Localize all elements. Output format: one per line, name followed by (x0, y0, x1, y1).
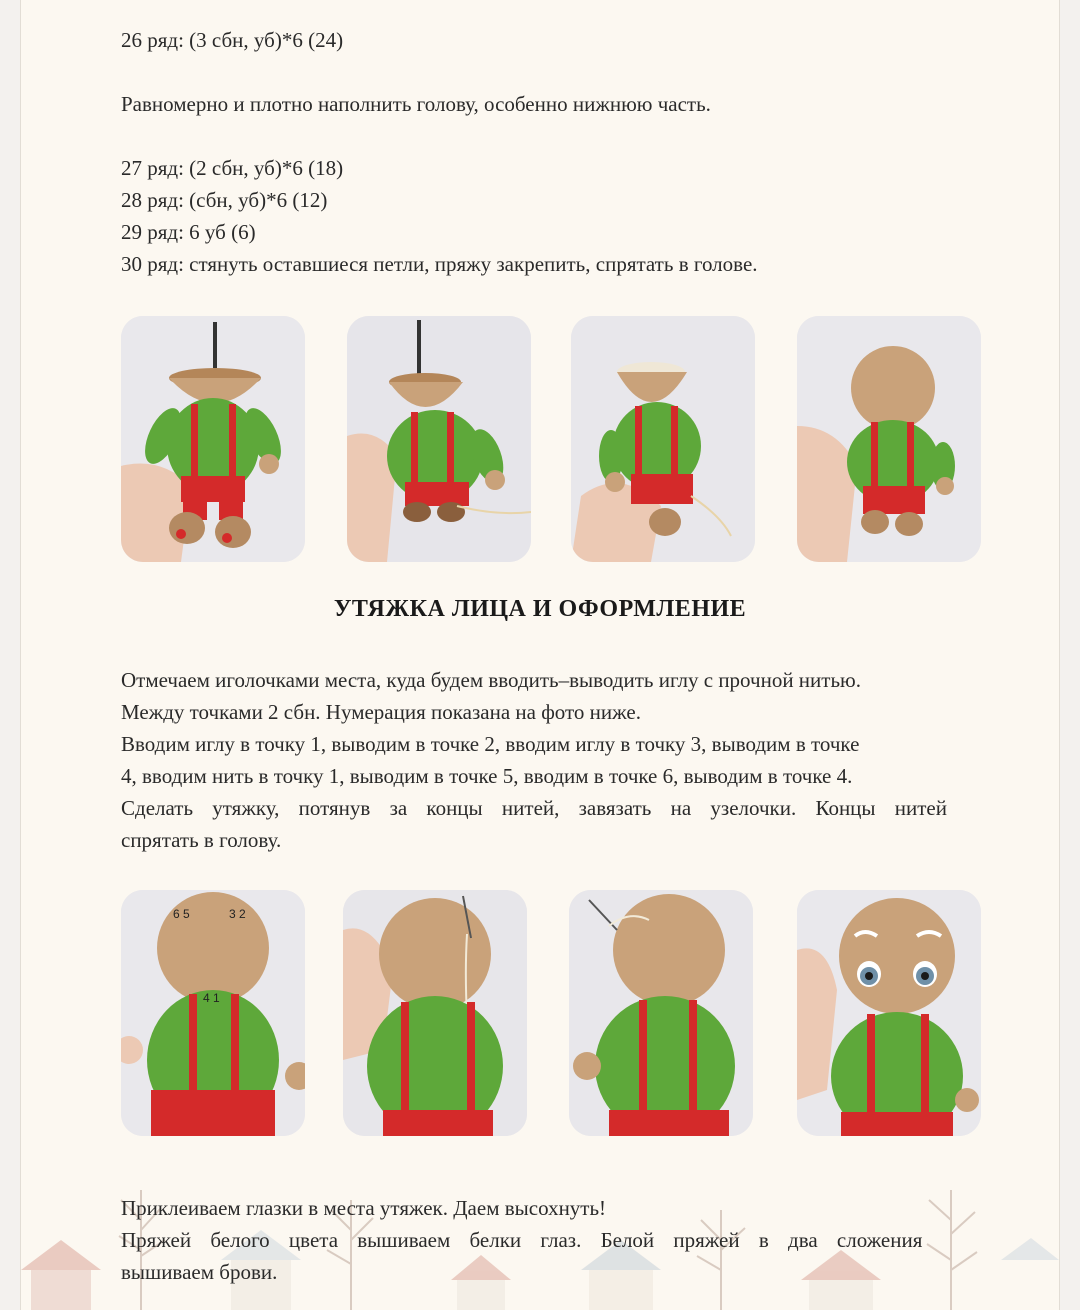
eyes-line-2: Пряжей белого цвета вышиваем белки глаз. Белой пряжей в два сложения (121, 1228, 923, 1252)
row-27: 27 ряд: (2 сбн, уб)*6 (18) (121, 156, 344, 180)
instruction-line-1: Отмечаем иголочками места, куда будем вводить–выводить иглу с прочной нитью. (121, 668, 861, 692)
section-heading: УТЯЖКА ЛИЦА И ОФОРМЛЕНИЕ (333, 596, 747, 622)
photo-face-with-eyes (797, 890, 981, 1136)
points-label-right: 3 2 (229, 907, 246, 921)
eyes-line-3: вышиваем брови. (121, 1260, 278, 1284)
stuffing-line: Равномерно и плотно наполнить голову, особенно нижнюю часть. (121, 92, 711, 116)
document-page (20, 0, 1060, 1310)
row-28: 28 ряд: (сбн, уб)*6 (12) (121, 188, 328, 212)
face-sculpting-instructions (121, 664, 981, 856)
photo-body-open-head-1 (121, 316, 305, 562)
eyes-instructions (121, 1192, 981, 1288)
instruction-line-5: Сделать утяжку, потянув за концы нитей, завязать на узелочки. Концы нитей (121, 796, 947, 820)
photo-thread-pulled (569, 890, 753, 1136)
points-label-left: 6 5 (173, 907, 190, 921)
points-label-bottom: 4 1 (203, 991, 220, 1005)
photo-closed-head-back (797, 316, 981, 562)
row-30: 30 ряд: стянуть оставшиеся петли, пряжу закрепить, спрятать в голове. (121, 252, 758, 276)
instruction-line-4: 4, вводим нить в точку 1, выводим в точке 5, вводим в точке 6, выводим в точке 4. (121, 764, 853, 788)
eyes-line-1: Приклеиваем глазки в места утяжек. Даем высохнуть! (121, 1196, 607, 1220)
instruction-line-6: спрятать в голову. (121, 828, 282, 852)
stuffing-instruction (121, 88, 981, 120)
photo-needle-inserted (343, 890, 527, 1136)
row-29: 29 ряд: 6 уб (6) (121, 220, 256, 244)
photo-body-open-head-2 (347, 316, 531, 562)
instruction-line-3: Вводим иглу в точку 1, выводим в точке 2, вводим иглу в точку 3, выводим в точке (121, 732, 860, 756)
photo-body-stuffed-head (571, 316, 755, 562)
photo-head-marked-points (121, 890, 305, 1136)
rows-text-2 (121, 152, 981, 280)
instruction-line-2: Между точками 2 сбн. Нумерация показана на фото ниже. (121, 700, 641, 724)
row-26: 26 ряд: (3 сбн, уб)*6 (24) (121, 28, 344, 52)
rows-text-1 (121, 24, 981, 56)
